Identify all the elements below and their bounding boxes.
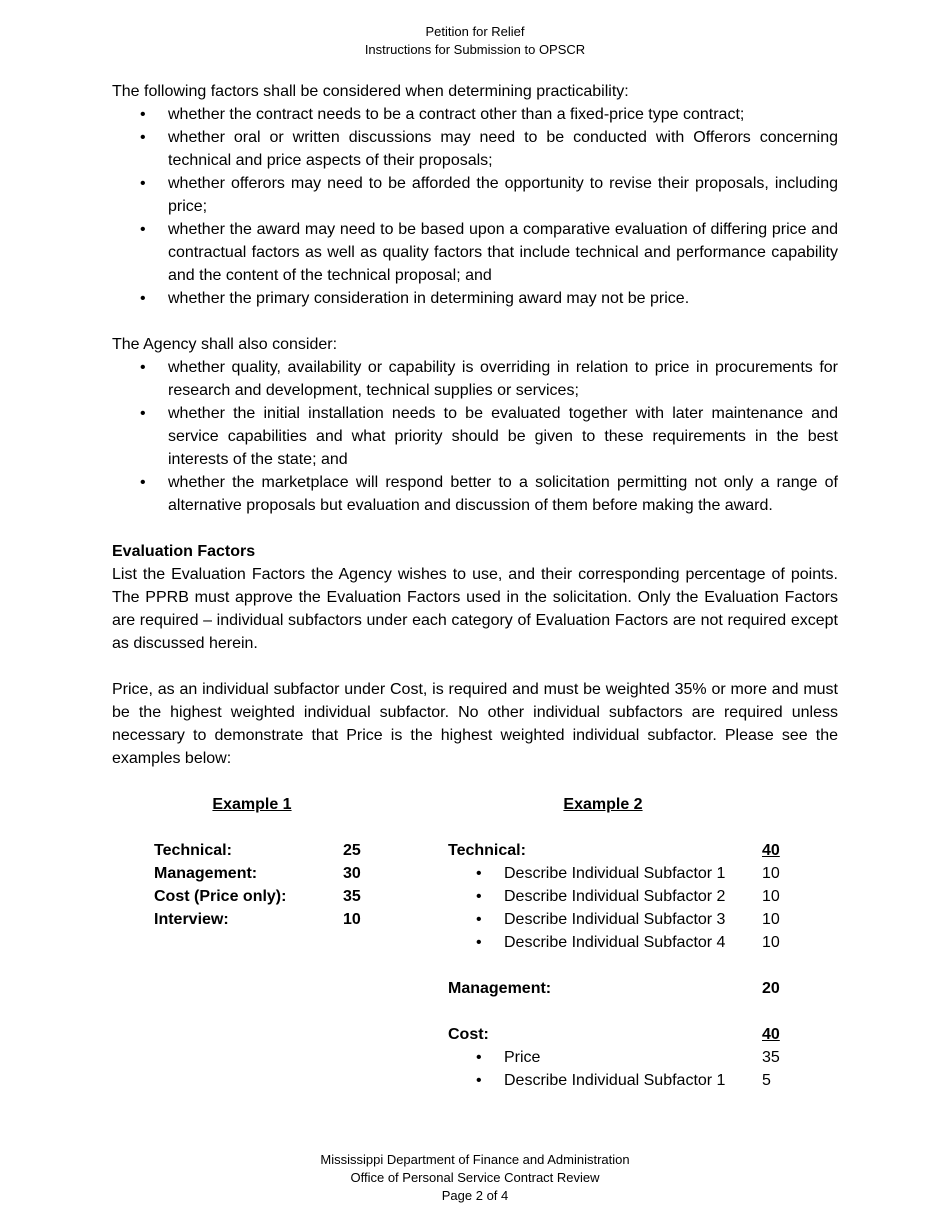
factor-label: Cost (Price only):	[154, 888, 287, 905]
subfactor-points: 10	[762, 888, 780, 905]
subfactor-points: 10	[762, 865, 780, 882]
subfactor-points: 10	[762, 911, 780, 928]
subfactor-points: 5	[762, 1072, 771, 1089]
subfactor-points: 10	[762, 934, 780, 951]
examples-section	[112, 793, 838, 1093]
table-row	[448, 839, 788, 862]
factor-label: Technical:	[154, 842, 232, 859]
example-1	[154, 793, 364, 931]
table-row	[154, 862, 364, 885]
evaluation-paragraph-2: Price, as an individual subfactor under Cost, is required and must be weighted 35% or more and must be the highest weighted individual subfactor. No other individual subfactors are required unless necessary to demonstrate that Price is the highest weighted individual subfactor. Please see the examples below:	[112, 681, 838, 767]
subfactor-label: • Describe Individual Subfactor 1	[504, 862, 725, 885]
subfactor-label: • Describe Individual Subfactor 4	[504, 931, 725, 954]
page-header	[0, 23, 950, 59]
subfactor-label: • Describe Individual Subfactor 1	[504, 1069, 725, 1092]
list-item: • whether the contract needs to be a contract other than a fixed-price type contract;	[168, 103, 838, 126]
factor-points: 40	[762, 842, 780, 859]
factor-points: 30	[343, 865, 361, 882]
subfactor-label: • Price	[504, 1046, 540, 1069]
factor-points: 20	[762, 980, 780, 997]
factor-label: Management:	[154, 865, 258, 882]
evaluation-heading: Evaluation Factors	[112, 543, 256, 560]
factor-label: Technical:	[448, 842, 526, 859]
list-item: • whether offerors may need to be afforded the opportunity to revise their proposals, including price;	[168, 172, 838, 218]
example-2-title: Example 2	[563, 796, 643, 813]
factor-points: 40	[762, 1026, 780, 1043]
footer-department: Mississippi Department of Finance and Administration	[320, 1152, 630, 1167]
table-row	[448, 862, 788, 885]
subfactor-label: • Describe Individual Subfactor 2	[504, 885, 725, 908]
list-item: • whether the primary consideration in determining award may not be price.	[168, 287, 838, 310]
subfactor-label: • Describe Individual Subfactor 3	[504, 908, 725, 931]
table-row	[448, 931, 788, 954]
factor-label: Interview:	[154, 911, 229, 928]
factor-label: Management:	[448, 980, 552, 997]
subfactor-points: 35	[762, 1049, 780, 1066]
agency-intro: The Agency shall also consider:	[112, 336, 338, 353]
factor-points: 35	[343, 888, 361, 905]
footer-office: Office of Personal Service Contract Review	[350, 1170, 600, 1185]
table-row	[154, 885, 364, 908]
table-row	[448, 977, 788, 1000]
header-title: Petition for Relief	[425, 24, 525, 39]
factor-points: 10	[343, 911, 361, 928]
table-row	[448, 1046, 788, 1069]
agency-list	[112, 356, 838, 517]
document-body	[112, 80, 838, 1093]
header-subtitle: Instructions for Submission to OPSCR	[364, 42, 586, 57]
table-row	[154, 839, 364, 862]
list-item: • whether oral or written discussions may need to be conducted with Offerors concerning technical and price aspects of their proposals;	[168, 126, 838, 172]
table-row	[448, 1023, 788, 1046]
table-row	[448, 908, 788, 931]
evaluation-paragraph-1: List the Evaluation Factors the Agency wishes to use, and their corresponding percentage of points. The PPRB must approve the Evaluation Factors used in the solicitation. Only the Evaluation Factors are required – individual subfactors under each category of Evaluation Factors are not required except as discussed herein.	[112, 566, 838, 652]
page-footer	[0, 1151, 950, 1205]
example-2	[448, 793, 788, 1092]
example-1-title: Example 1	[212, 796, 292, 813]
table-row	[154, 908, 364, 931]
list-item: • whether the marketplace will respond better to a solicitation permitting not only a range of alternative proposals but evaluation and discussion of them before making the award.	[168, 471, 838, 517]
factor-points: 25	[343, 842, 361, 859]
list-item: • whether the initial installation needs to be evaluated together with later maintenance and service capabilities and what priority should be given to these requirements in the best interests of the state; and	[168, 402, 838, 471]
page-number: Page 2 of 4	[441, 1188, 509, 1203]
list-item: • whether the award may need to be based upon a comparative evaluation of differing price and contractual factors as well as quality factors that include technical and performance capability and the content of the technical proposal; and	[168, 218, 838, 287]
list-item: • whether quality, availability or capability is overriding in relation to price in procurements for research and development, technical supplies or services;	[168, 356, 838, 402]
table-row	[448, 1069, 788, 1092]
practicability-list	[112, 103, 838, 310]
table-row	[448, 885, 788, 908]
practicability-intro: The following factors shall be considered when determining practicability:	[112, 83, 629, 100]
factor-label: Cost:	[448, 1026, 489, 1043]
